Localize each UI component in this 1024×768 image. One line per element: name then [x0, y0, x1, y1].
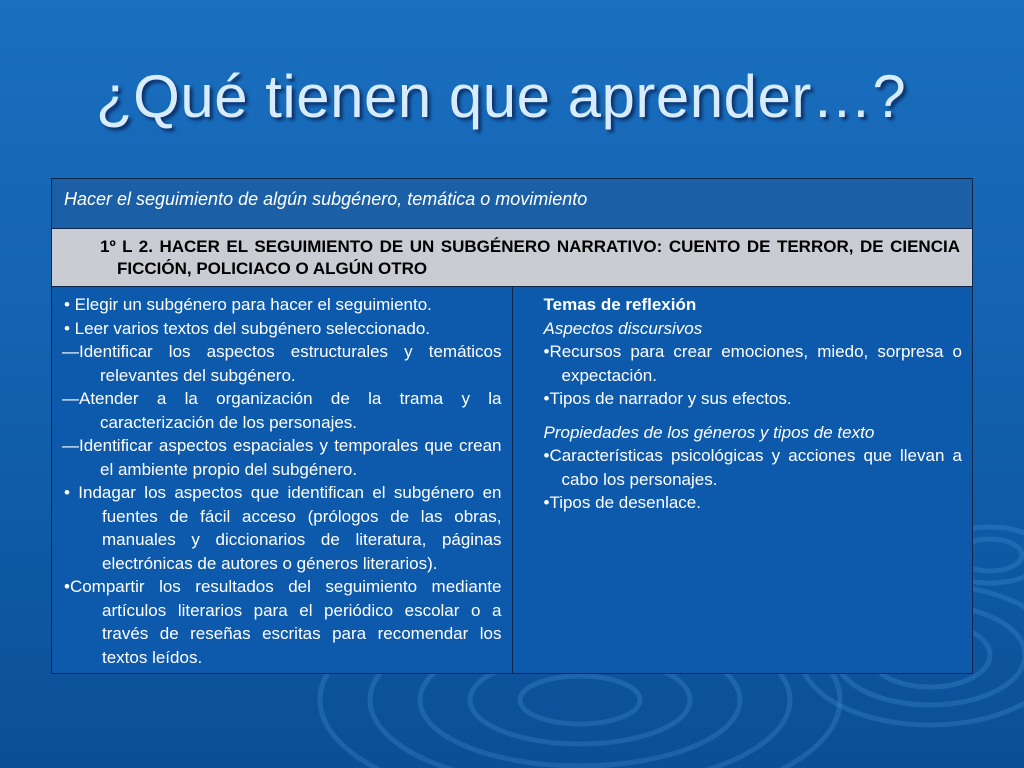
activity-item: —Identificar aspectos espaciales y temporales que crean el ambiente propio del subgénero. — [62, 436, 502, 479]
reflection-heading: Temas de reflexión — [543, 295, 697, 314]
section-spacer — [544, 411, 963, 421]
table-header-row — [52, 179, 973, 229]
table-subheader-cell — [52, 229, 973, 287]
section-title-genres: Propiedades de los géneros y tipos de texto — [543, 422, 875, 442]
reflection-item: •Características psicológicas y acciones que llevan a cabo los personajes. — [543, 446, 962, 489]
subheader-text: 1º L 2. HACER EL SEGUIMIENTO DE UN SUBGÉNERO NARRATIVO: CUENTO DE TERROR, DE CIENCIA FICCIÓN, POLICIACO O ALGÚN OTRO — [100, 237, 960, 278]
reflection-column — [512, 287, 973, 674]
table-subheader-row — [52, 229, 973, 287]
activity-item: —Atender a la organización de la trama y la caracterización de los personajes. — [62, 389, 502, 432]
activity-item: • Leer varios textos del subgénero seleccionado. — [64, 318, 431, 338]
table-header-cell: Hacer el seguimiento de algún subgénero, temática o movimiento — [52, 179, 973, 229]
content-table — [51, 178, 973, 674]
table-body-row — [52, 287, 973, 674]
activity-item: •Compartir los resultados del seguimiento mediante artículos literarios para el periódico escolar o a través de reseñas escritas para recomendar los textos leídos. — [64, 577, 502, 667]
activity-item: —Identificar los aspectos estructurales y temáticos relevantes del subgénero. — [62, 342, 502, 385]
reflection-item: •Tipos de narrador y sus efectos. — [543, 389, 792, 408]
activity-item: • Indagar los aspectos que identifican el subgénero en fuentes de fácil acceso (prólogos de las obras, manuales y diccionarios de literatura, páginas electrónicas de autores o géneros literarios). — [64, 483, 502, 573]
reflection-item: •Tipos de desenlace. — [543, 493, 701, 512]
slide-title: ¿Qué tienen que aprender…? — [96, 63, 907, 130]
section-title-discursive: Aspectos discursivos — [543, 318, 703, 338]
reflection-item: •Recursos para crear emociones, miedo, sorpresa o expectación. — [543, 342, 962, 385]
activities-column — [52, 287, 513, 674]
activity-item: • Elegir un subgénero para hacer el seguimiento. — [64, 295, 432, 314]
